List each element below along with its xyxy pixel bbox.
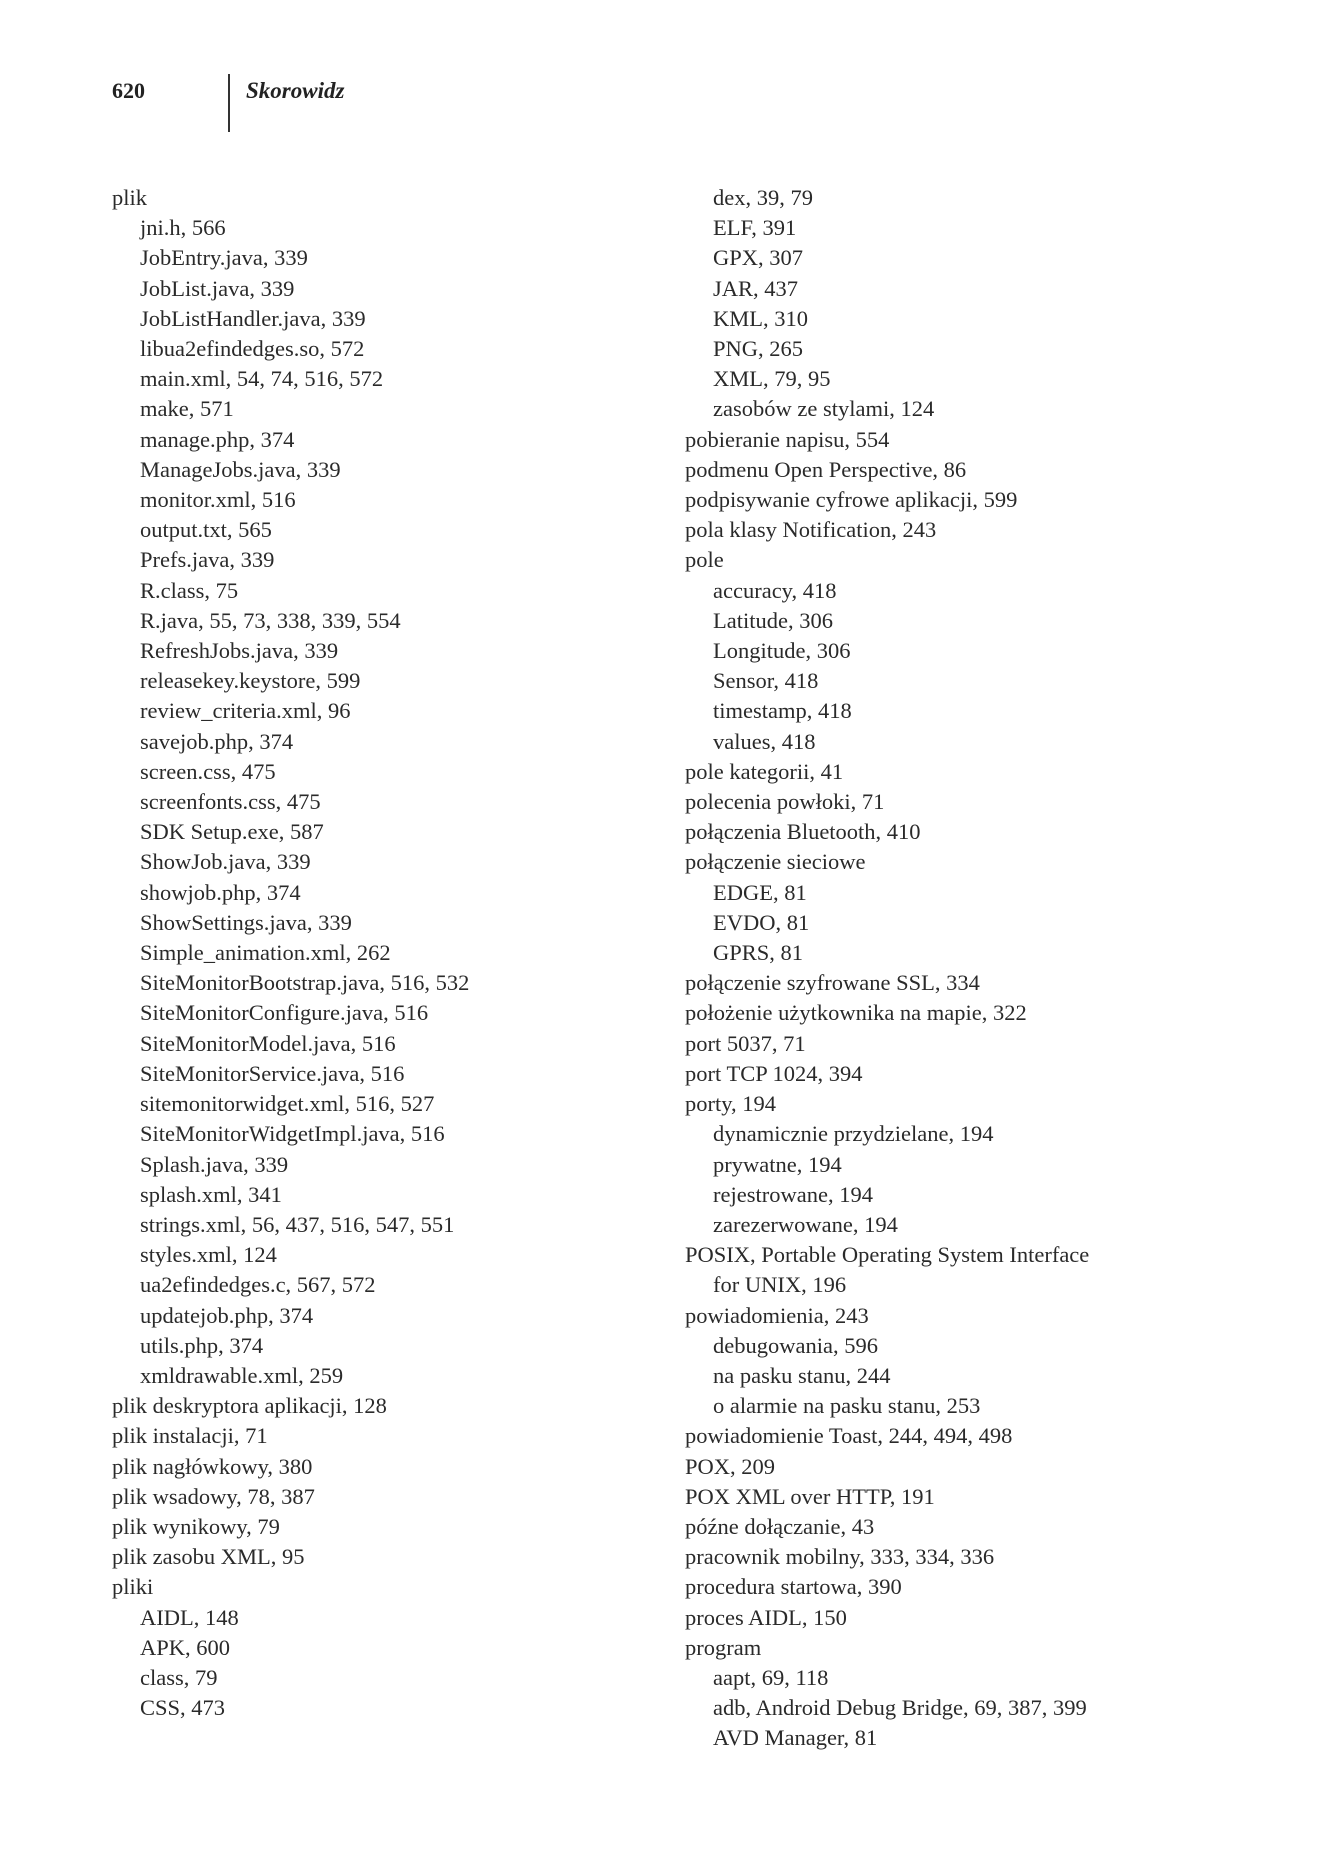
- index-subentry: zarezerwowane, 194: [713, 1211, 898, 1237]
- index-subentry: EVDO, 81: [713, 909, 810, 935]
- index-subentry: debugowania, 596: [713, 1332, 878, 1358]
- page-header: [112, 74, 512, 134]
- index-subentry: dynamicznie przydzielane, 194: [713, 1121, 994, 1147]
- index-subentry: make, 571: [140, 396, 234, 422]
- index-subentry: adb, Android Debug Bridge, 69, 387, 399: [713, 1695, 1087, 1721]
- index-subentry: SiteMonitorWidgetImpl.java, 516: [140, 1121, 445, 1147]
- index-subentry: screenfonts.css, 475: [140, 789, 321, 815]
- index-subentry: JobList.java, 339: [140, 275, 295, 301]
- index-subentry: AIDL, 148: [140, 1604, 239, 1630]
- index-subentry: KML, 310: [713, 305, 808, 331]
- index-subentry: for UNIX, 196: [713, 1272, 847, 1298]
- index-subentry: showjob.php, 374: [140, 879, 301, 905]
- index-subentry: monitor.xml, 516: [140, 487, 296, 513]
- index-subentry: SiteMonitorConfigure.java, 516: [140, 1000, 429, 1026]
- index-entry: POSIX, Portable Operating System Interface: [685, 1242, 1090, 1268]
- index-subentry: o alarmie na pasku stanu, 253: [713, 1393, 981, 1419]
- index-subentry: SiteMonitorBootstrap.java, 516, 532: [140, 970, 470, 996]
- index-subentry: XML, 79, 95: [713, 366, 831, 392]
- running-title: Skorowidz: [246, 78, 345, 103]
- index-subentry: SiteMonitorService.java, 516: [140, 1060, 405, 1086]
- index-subentry: ua2efindedges.c, 567, 572: [140, 1272, 376, 1298]
- index-subentry: manage.php, 374: [140, 426, 295, 452]
- index-entry: proces AIDL, 150: [685, 1604, 847, 1630]
- index-entry: pliki: [112, 1574, 154, 1600]
- index-subentry: na pasku stanu, 244: [713, 1362, 891, 1388]
- index-subentry: screen.css, 475: [140, 758, 276, 784]
- index-subentry: output.txt, 565: [140, 517, 272, 543]
- index-entry: plik instalacji, 71: [112, 1423, 268, 1449]
- index-subentry: review_criteria.xml, 96: [140, 698, 351, 724]
- index-subentry: strings.xml, 56, 437, 516, 547, 551: [140, 1211, 455, 1237]
- header-divider: [228, 74, 230, 132]
- index-subentry: Simple_animation.xml, 262: [140, 940, 391, 966]
- index-subentry: rejestrowane, 194: [713, 1181, 873, 1207]
- index-subentry: CSS, 473: [140, 1695, 226, 1721]
- index-entry: połączenie szyfrowane SSL, 334: [685, 970, 980, 996]
- index-subentry: ManageJobs.java, 339: [140, 456, 341, 482]
- index-entry: plik wsadowy, 78, 387: [112, 1483, 315, 1509]
- page-number: 620: [112, 78, 145, 103]
- index-entry: plik wynikowy, 79: [112, 1513, 280, 1539]
- index-subentry: zasobów ze stylami, 124: [713, 396, 935, 422]
- index-entry: położenie użytkownika na mapie, 322: [685, 1000, 1027, 1026]
- index-subentry: class, 79: [140, 1664, 218, 1690]
- index-subentry: R.java, 55, 73, 338, 339, 554: [140, 607, 401, 633]
- index-subentry: SiteMonitorModel.java, 516: [140, 1030, 396, 1056]
- index-entry: plik: [112, 185, 148, 210]
- index-subentry: Longitude, 306: [713, 638, 851, 664]
- index-entry: połączenie sieciowe: [685, 849, 866, 875]
- index-subentry: Prefs.java, 339: [140, 547, 275, 573]
- index-subentry: EDGE, 81: [713, 879, 807, 905]
- index-subentry: main.xml, 54, 74, 516, 572: [140, 366, 384, 392]
- index-entry: pola klasy Notification, 243: [685, 517, 937, 543]
- index-subentry: ShowSettings.java, 339: [140, 909, 352, 935]
- index-subentry: styles.xml, 124: [140, 1242, 277, 1268]
- index-entry: port TCP 1024, 394: [685, 1060, 863, 1086]
- index-subentry: xmldrawable.xml, 259: [140, 1362, 344, 1388]
- index-subentry: updatejob.php, 374: [140, 1302, 314, 1328]
- index-entry: podmenu Open Perspective, 86: [685, 456, 967, 482]
- index-subentry: jni.h, 566: [140, 215, 226, 241]
- index-entry: port 5037, 71: [685, 1030, 806, 1056]
- index-entry: program: [685, 1634, 762, 1660]
- index-subentry: utils.php, 374: [140, 1332, 264, 1358]
- index-subentry: accuracy, 418: [713, 577, 837, 603]
- index-entry: powiadomienia, 243: [685, 1302, 869, 1328]
- index-entry: pole: [685, 547, 724, 573]
- index-subentry: GPX, 307: [713, 245, 804, 271]
- index-entry: plik deskryptora aplikacji, 128: [112, 1393, 387, 1419]
- index-subentry: Latitude, 306: [713, 607, 833, 633]
- index-subentry: timestamp, 418: [713, 698, 852, 724]
- index-subentry: AVD Manager, 81: [713, 1725, 878, 1751]
- index-entry: późne dołączanie, 43: [685, 1513, 875, 1539]
- index-entry: POX, 209: [685, 1453, 776, 1479]
- index-subentry: Splash.java, 339: [140, 1151, 289, 1177]
- index-entry: procedura startowa, 390: [685, 1574, 902, 1600]
- index-subentry: libua2efindedges.so, 572: [140, 336, 365, 362]
- index-entry: pobieranie napisu, 554: [685, 426, 890, 452]
- index-subentry: SDK Setup.exe, 587: [140, 819, 324, 845]
- index-subentry: Sensor, 418: [713, 668, 819, 694]
- index-subentry: APK, 600: [140, 1634, 231, 1660]
- index-subentry: RefreshJobs.java, 339: [140, 638, 339, 664]
- index-entry: podpisywanie cyfrowe aplikacji, 599: [685, 487, 1018, 513]
- index-subentry: dex, 39, 79: [713, 185, 813, 210]
- index-subentry: ELF, 391: [713, 215, 797, 241]
- index-subentry: PNG, 265: [713, 336, 804, 362]
- index-subentry: JobEntry.java, 339: [140, 245, 308, 271]
- index-entry: pole kategorii, 41: [685, 758, 844, 784]
- index-subentry: values, 418: [713, 728, 816, 754]
- index-subentry: JAR, 437: [713, 275, 799, 301]
- index-entry: polecenia powłoki, 71: [685, 789, 885, 815]
- index-entry: połączenia Bluetooth, 410: [685, 819, 921, 845]
- index-subentry: savejob.php, 374: [140, 728, 294, 754]
- index-column-right: [685, 183, 1295, 1754]
- index-subentry: prywatne, 194: [713, 1151, 842, 1177]
- index-entry: plik zasobu XML, 95: [112, 1544, 305, 1570]
- index-subentry: splash.xml, 341: [140, 1181, 282, 1207]
- index-subentry: ShowJob.java, 339: [140, 849, 311, 875]
- index-entry: pracownik mobilny, 333, 334, 336: [685, 1544, 995, 1570]
- index-entry: porty, 194: [685, 1091, 777, 1117]
- index-subentry: GPRS, 81: [713, 940, 804, 966]
- index-subentry: JobListHandler.java, 339: [140, 305, 366, 331]
- index-subentry: sitemonitorwidget.xml, 516, 527: [140, 1091, 435, 1117]
- index-column-left: [112, 183, 672, 1723]
- index-subentry: aapt, 69, 118: [713, 1664, 829, 1690]
- index-entry: powiadomienie Toast, 244, 494, 498: [685, 1423, 1013, 1449]
- index-entry: POX XML over HTTP, 191: [685, 1483, 935, 1509]
- index-entry: plik nagłówkowy, 380: [112, 1453, 313, 1479]
- index-subentry: releasekey.keystore, 599: [140, 668, 361, 694]
- index-subentry: R.class, 75: [140, 577, 239, 603]
